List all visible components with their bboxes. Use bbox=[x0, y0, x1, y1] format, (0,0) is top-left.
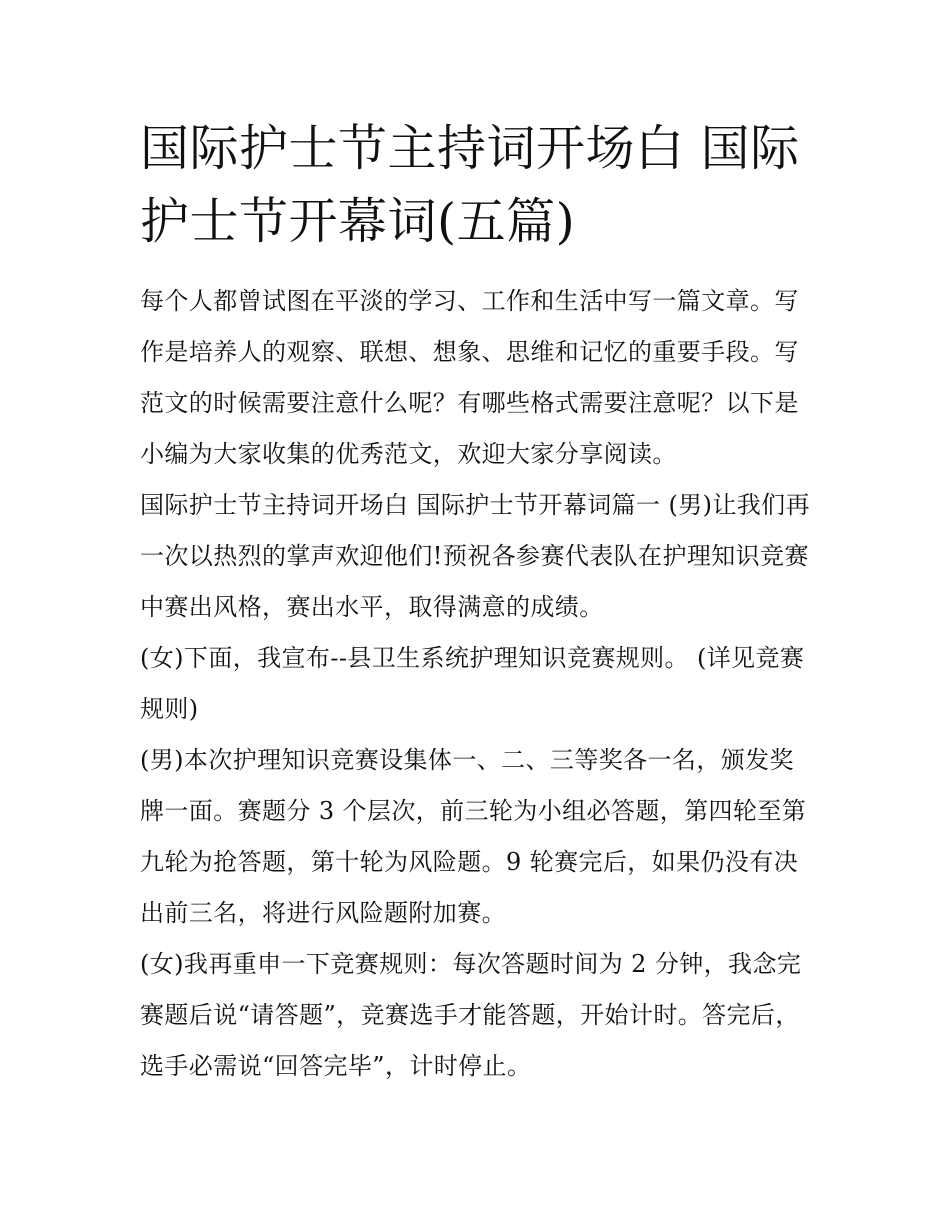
paragraph-1: 国际护士节主持词开场白 国际护士节开幕词篇一 (男)让我们再一次以热烈的掌声欢迎他们!预祝各参赛代表队在护理知识竞赛中赛出风格，赛出水平，取得满意的成绩。 bbox=[140, 491, 810, 621]
paragraph-intro: 每个人都曾试图在平淡的学习、工作和生活中写一篇文章。写作是培养人的观察、联想、想象、思维和记忆的重要手段。写范文的时候需要注意什么呢？有哪些格式需要注意呢？以下是小编为大家收集的优秀范文，欢迎大家分享阅读。 bbox=[140, 287, 799, 468]
paragraph-4: (女)我再重申一下竞赛规则：每次答题时间为 2 分钟，我念完赛题后说“请答题”，竞赛选手才能答题，开始计时。答完后，选手必需说“回答完毕”，计时停止。 bbox=[140, 950, 802, 1080]
paragraph-3: (男)本次护理知识竞赛设集体一、二、三等奖各一名，颁发奖牌一面。赛题分 3 个层次，前三轮为小组必答题，第四轮至第九轮为抢答题，第十轮为风险题。9 轮赛完后，如果仍没有决出前三名，将进行风险题附加赛。 bbox=[140, 746, 807, 927]
document-body bbox=[140, 276, 815, 1092]
document-title: 国际护士节主持词开场白 国际护士节开幕词(五篇) bbox=[140, 120, 800, 250]
paragraph-2: (女)下面，我宣布--县卫生系统护理知识竞赛规则。 (详见竞赛规则) bbox=[140, 644, 805, 723]
